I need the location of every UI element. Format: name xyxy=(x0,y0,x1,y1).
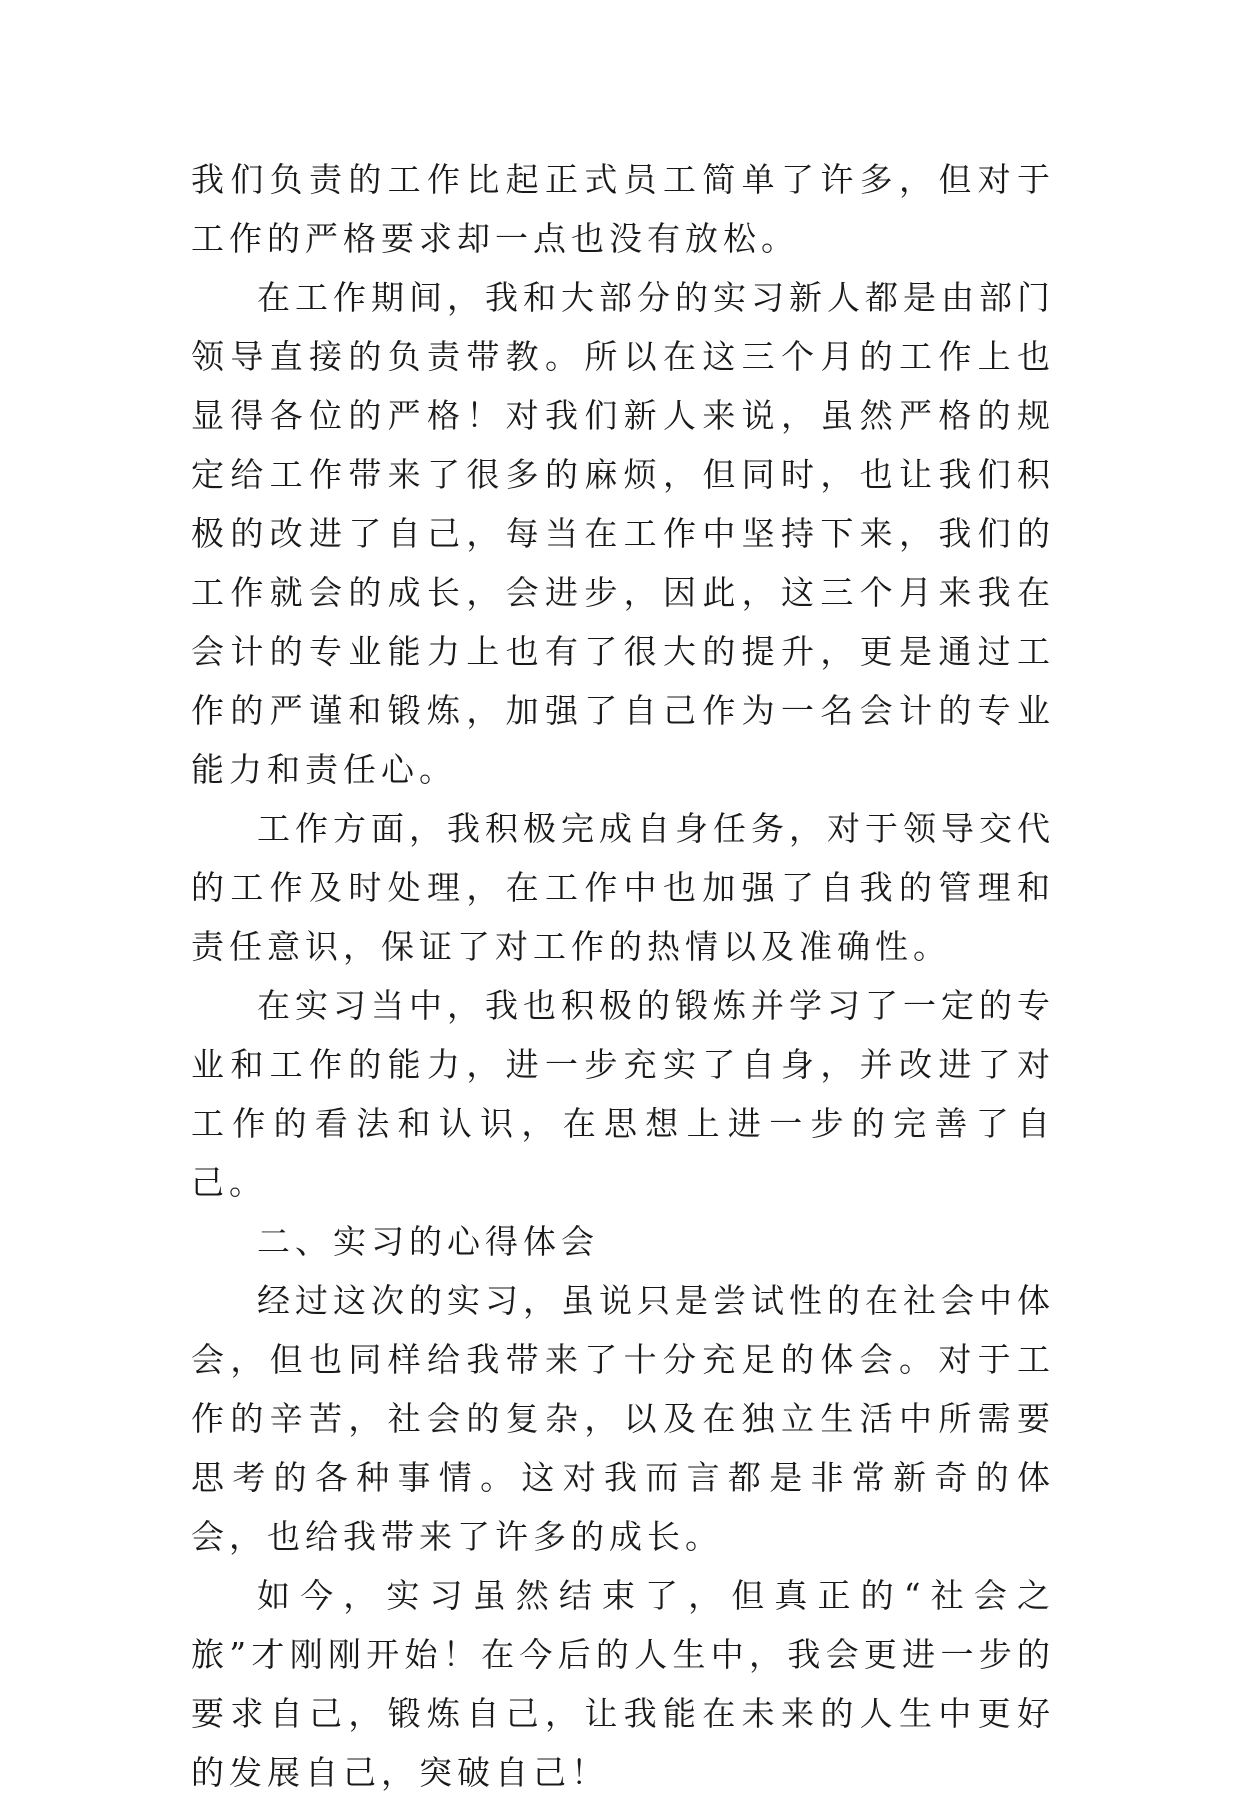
paragraph-internship-learning: 在实习当中，我也积极的锻炼并学习了一定的专业和工作的能力，进一步充实了自身，并改进了对工作的看法和认识，在思想上进一步的完善了自己。 xyxy=(191,986,1055,1202)
paragraph-work-period: 在工作期间，我和大部分的实习新人都是由部门领导直接的负责带教。所以在这三个月的工作上也显得各位的严格！对我们新人来说，虽然严格的规定给工作带来了很多的麻烦，但同时，也让我们积极的改进了自己，每当在工作中坚持下来，我们的工作就会的成长，会进步，因此，这三个月来我在会计的专业能力上也有了很大的提升，更是通过工作的严谨和锻炼，加强了自己作为一名会计的专业能力和责任心。 xyxy=(191,278,1055,789)
paragraph-conclusion: 如今，实习虽然结束了，但真正的“社会之旅”才刚刚开始！在今后的人生中，我会更进一步的要求自己，锻炼自己，让我能在未来的人生中更好的发展自己，突破自己！ xyxy=(191,1576,1055,1792)
paragraph-continuation: 我们负责的工作比起正式员工简单了许多，但对于工作的严格要求却一点也没有放松。 xyxy=(191,160,1055,258)
section-heading: 二、实习的心得体会 xyxy=(257,1222,599,1261)
paragraph-experience: 经过这次的实习，虽说只是尝试性的在社会中体会，但也同样给我带来了十分充足的体会。对于工作的辛苦，社会的复杂，以及在独立生活中所需要思考的各种事情。这对我而言都是非常新奇的体会，也给我带来了许多的成长。 xyxy=(191,1281,1055,1556)
document-body xyxy=(191,150,1055,1802)
paragraph-work-aspect: 工作方面，我积极完成自身任务，对于领导交代的工作及时处理，在工作中也加强了自我的管理和责任意识，保证了对工作的热情以及准确性。 xyxy=(191,809,1055,966)
